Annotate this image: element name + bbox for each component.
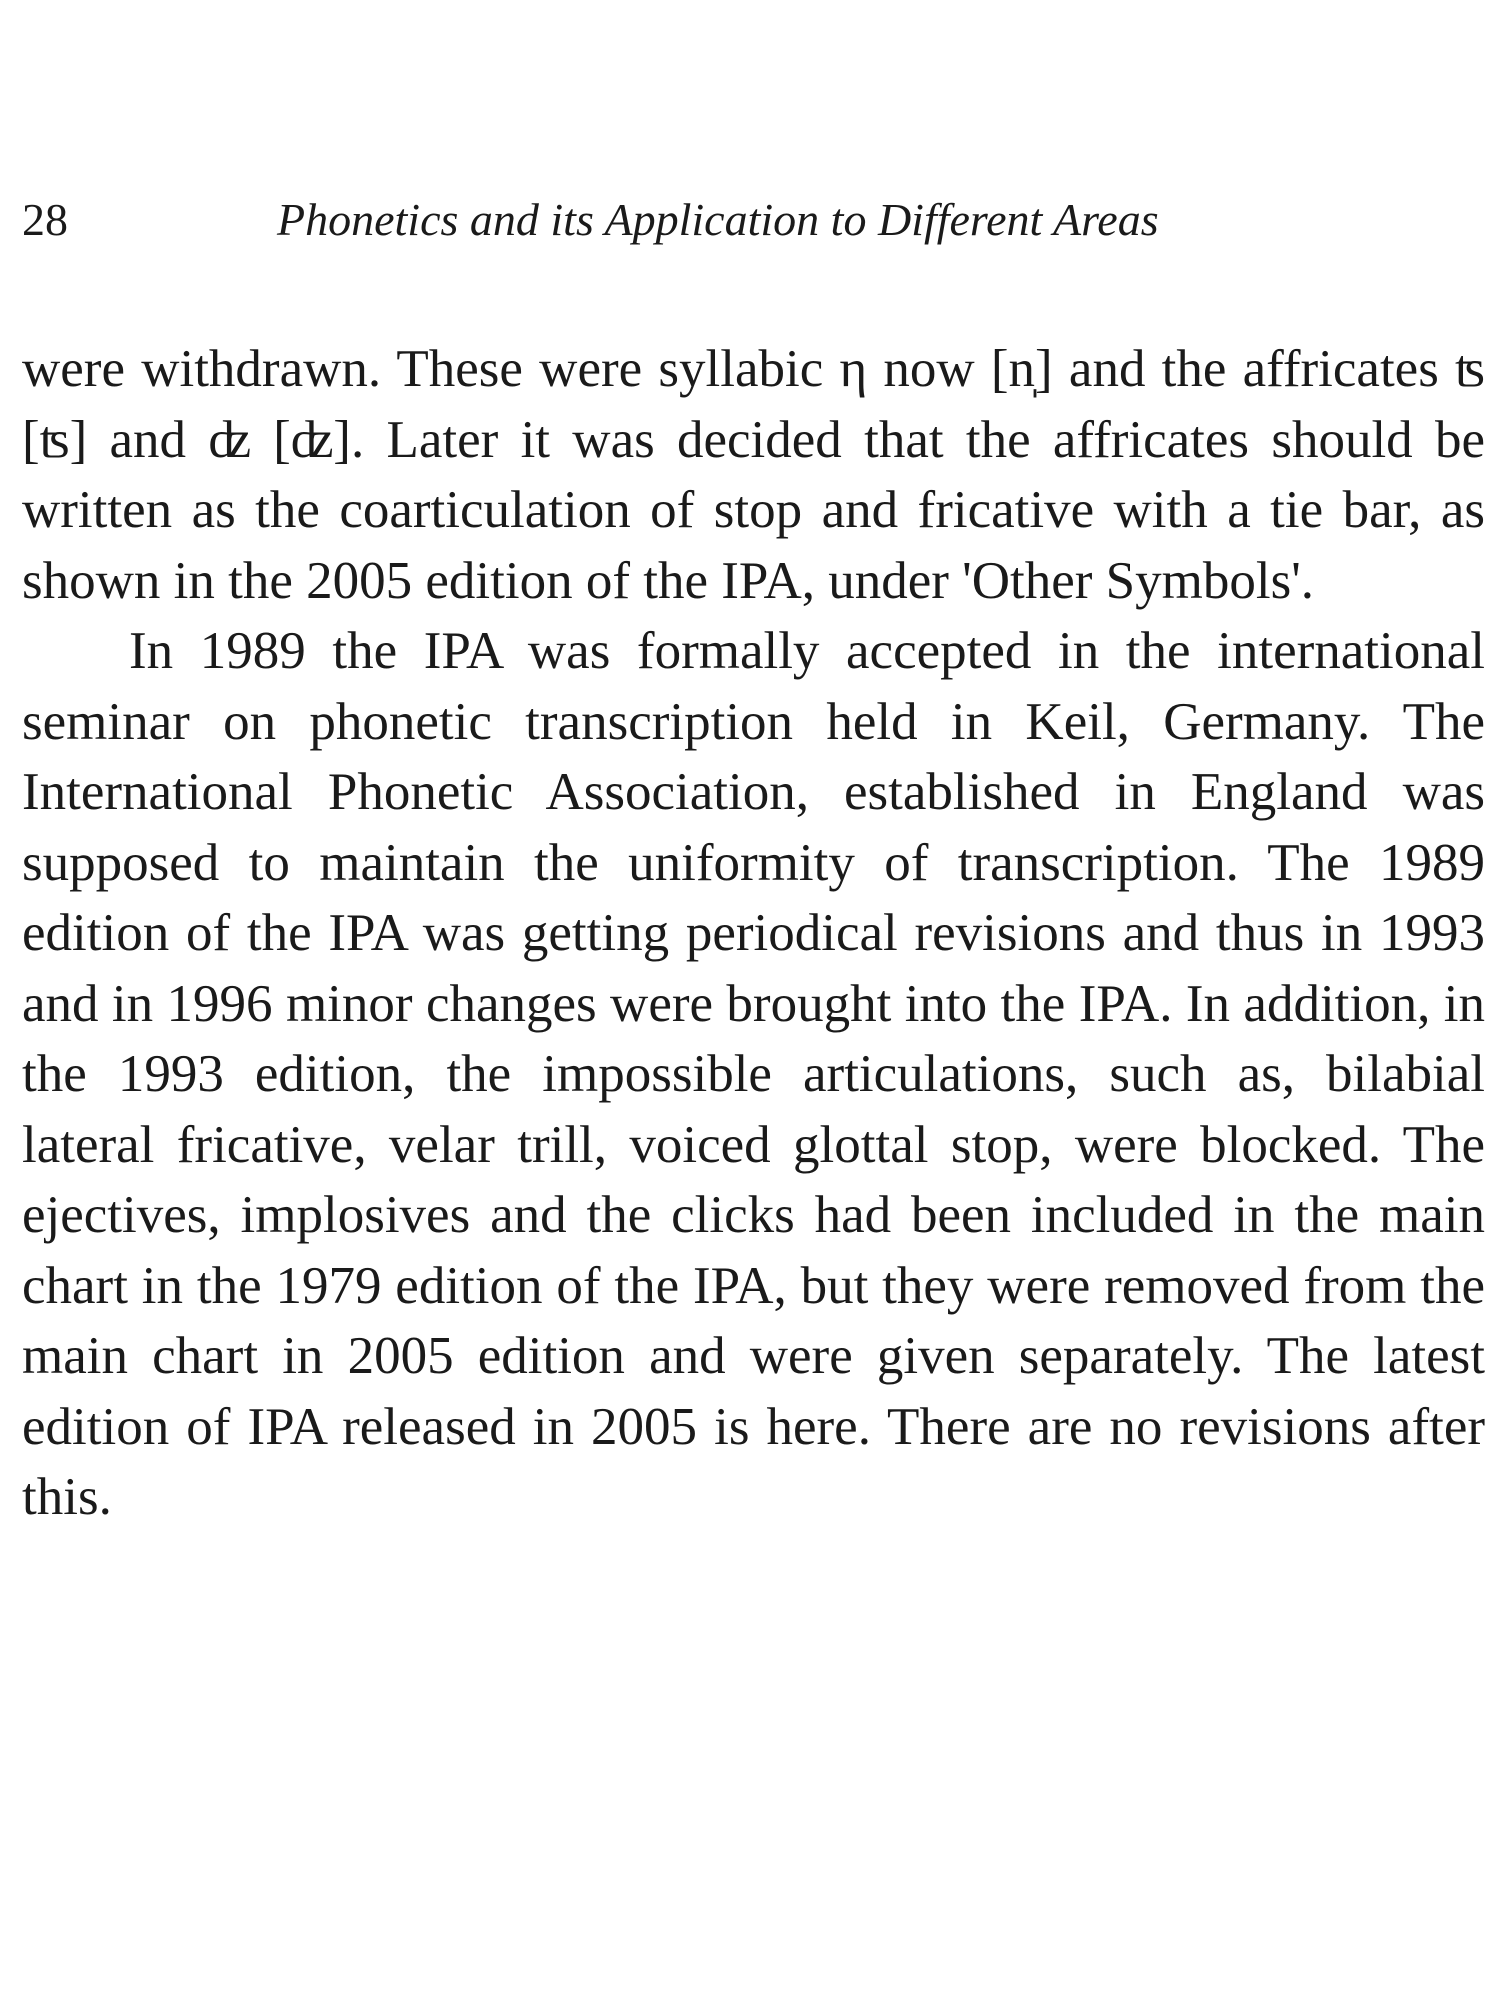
paragraph-ipa-history: In 1989 the IPA was formally accepted in the international seminar on phonetic transcription held in Keil, Germany. The International Phonetic Association, established in England was supposed to maintain the uniformity of transcription. The 1989 edition of the IPA was getting periodical revisions and thus in 1993 and in 1996 minor changes were brought into the IPA. In addition, in the 1993 edition, the impossible articulations, such as, bilabial lateral fricative, velar trill, voiced glottal stop, were blocked. The ejectives, implosives and the clicks had been included in the main chart in the 1979 edition of the IPA, but they were removed from the main chart in 2005 edition and were given separately. The latest edition of IPA released in 2005 is here. There are no revisions after this.: [22, 622, 1485, 1526]
page-number: 28: [22, 194, 68, 245]
running-head: [22, 190, 1478, 250]
body-text: [22, 334, 1485, 1533]
paragraph-continued: were withdrawn. These were syllabic η now [n̩] and the affricates ʦ [ʦ] and ʣ [ʣ]. Later it was decided that the affricates should be written as the coarticulation of stop and fricative with a tie bar, as shown in the 2005 edition of the IPA, under 'Other Symbols'.: [22, 340, 1485, 610]
running-title: Phonetics and its Application to Different Areas: [277, 194, 1159, 245]
